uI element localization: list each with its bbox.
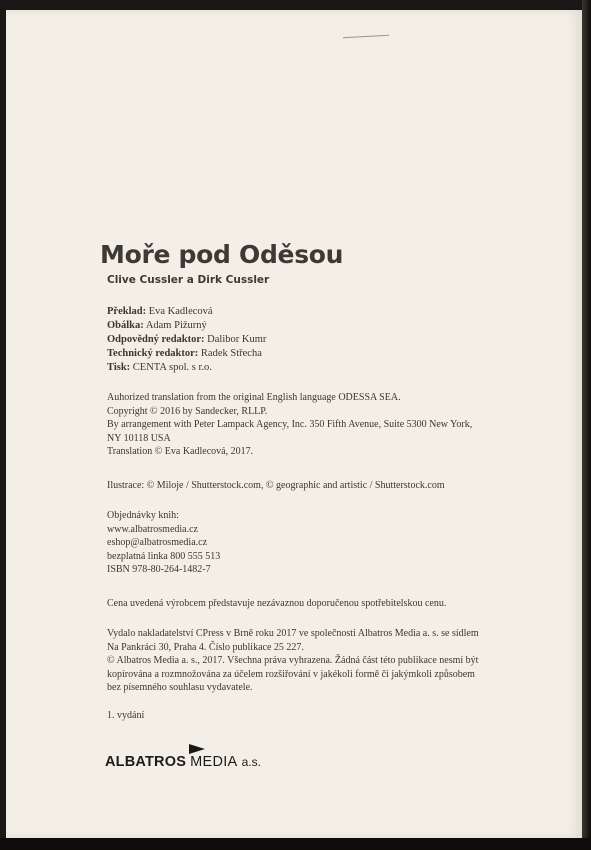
rights-line: By arrangement with Peter Lampack Agency, Inc. 350 Fifth Avenue, Suite 5300 New York, <box>107 419 473 430</box>
rights-line: Auhorized translation from the original English language ODESSA SEA. <box>107 392 401 403</box>
edition-line: 1. vydání <box>107 710 145 721</box>
publisher-line: kopírována a rozmnožována za účelem rozšiřování v jakékoli formě či jakýmkoli způsobem <box>107 668 475 680</box>
rights-block <box>107 391 472 459</box>
rights-line: NY 10118 USA <box>107 432 171 444</box>
logo-albatros: ALBATROS <box>105 754 187 770</box>
credits-block <box>107 305 266 375</box>
credit-tech-editor <box>107 347 266 361</box>
credit-editor <box>107 333 266 347</box>
credit-value: CENTA spol. s r.o. <box>132 362 212 373</box>
page-edge-right <box>582 0 591 850</box>
credit-key: Tisk: <box>107 362 131 373</box>
credit-value: Radek Střecha <box>200 348 262 359</box>
credit-cover <box>107 319 266 333</box>
publisher-line: bez písemného souhlasu vydavatele. <box>107 682 253 693</box>
publisher-line: © Albatros Media a. s., 2017. Všechna práva vyhrazena. Žádná část této publikace nesmí být <box>107 655 479 666</box>
credit-print <box>107 361 266 375</box>
logo-as: a.s. <box>241 755 261 769</box>
orders-line: eshop@albatrosmedia.cz <box>107 537 208 548</box>
rights-line: Translation © Eva Kadlecová, 2017. <box>107 446 254 457</box>
credit-value: Eva Kadlecová <box>148 306 213 317</box>
publisher-block <box>107 627 479 695</box>
edition <box>107 709 144 723</box>
credit-key: Technický redaktor: <box>107 348 199 359</box>
credit-translation <box>107 305 266 319</box>
credit-value: Dalibor Kumr <box>207 334 267 345</box>
illustration-line: Ilustrace: © Miloje / Shutterstock.com, © geographic and artistic / Shutterstock.com <box>107 480 445 491</box>
book-authors: Clive Cussler a Dirk Cussler <box>107 274 270 286</box>
credit-value: Adam Pižurný <box>145 320 207 331</box>
publisher-line: Na Pankráci 30, Praha 4. Číslo publikace 25 227. <box>107 641 304 653</box>
publisher-line: Vydalo nakladatelství CPress v Brně roku 2017 ve společnosti Albatros Media a. s. se sídlem <box>107 628 479 639</box>
credit-key: Překlad: <box>107 306 147 317</box>
logo-wordmark <box>105 754 261 770</box>
price-note <box>107 597 446 611</box>
logo-media: MEDIA <box>190 754 238 770</box>
orders-line: bezplatná linka 800 555 513 <box>107 550 221 562</box>
arrow-icon <box>189 744 205 754</box>
illustration-credit <box>107 479 445 493</box>
credit-key: Obálka: <box>107 320 144 331</box>
credit-key: Odpovědný redaktor: <box>107 334 205 345</box>
orders-line: Objednávky knih: <box>107 510 179 521</box>
orders-block <box>107 509 220 577</box>
orders-line: ISBN 978-80-264-1482-7 <box>107 564 211 575</box>
book-title: Moře pod Oděsou <box>100 240 344 269</box>
orders-line: www.albatrosmedia.cz <box>107 523 198 535</box>
page-edge-bottom <box>0 838 591 850</box>
price-note-line: Cena uvedená výrobcem představuje nezávaznou doporučenou spotřebitelskou cenu. <box>107 598 447 609</box>
rights-line: Copyright © 2016 by Sandecker, RLLP. <box>107 405 268 417</box>
